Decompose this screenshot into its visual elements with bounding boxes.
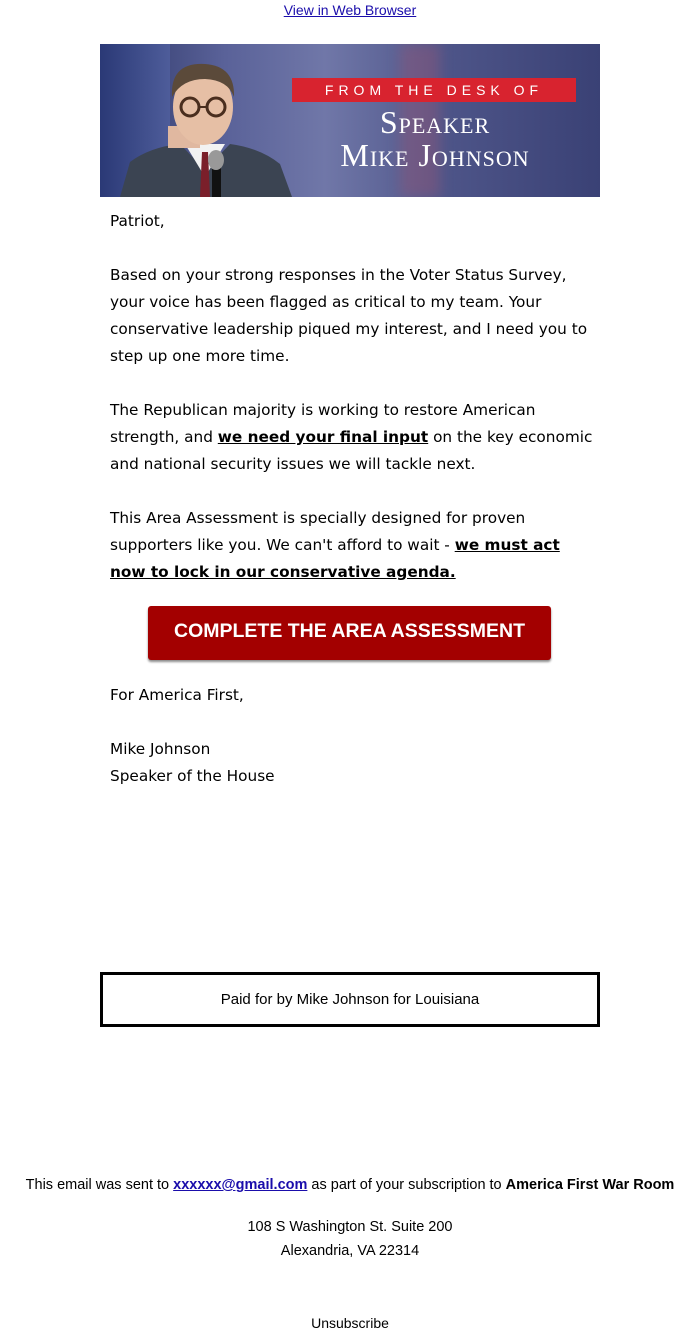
sent-prefix: This email was sent to (25, 1177, 174, 1193)
mailing-address (0, 1215, 700, 1263)
organization-name: America First War Room (505, 1177, 675, 1193)
paragraph-1: Based on your strong responses in the Voter Status Survey, your voice has been flagged as critical to my team. Your conservative leadership piqued my interest, and I need you to step up one more time. (110, 266, 588, 365)
signoff (110, 682, 275, 790)
complete-assessment-button[interactable]: COMPLETE THE AREA ASSESSMENT (148, 606, 551, 660)
paragraph-3-text: This Area Assessment is specially designed for proven supporters like you. We can't afford to wait - (110, 509, 526, 554)
paid-for-disclaimer: Paid for by Mike Johnson for Louisiana (100, 972, 600, 1027)
closing: For America First, (110, 686, 244, 704)
email-body (110, 208, 600, 613)
subscription-notice (0, 1177, 700, 1193)
recipient-email-link[interactable]: xxxxxx@gmail.com (173, 1177, 308, 1193)
speaker-photo (110, 52, 295, 197)
greeting: Patriot, (110, 212, 165, 230)
banner-title-line2: Mike Johnson (340, 137, 530, 173)
paragraph-2-text: The Republican majority is working to restore American strength, and (110, 401, 536, 446)
header-banner (100, 44, 600, 197)
paragraph-2 (110, 397, 600, 478)
act-now-link[interactable]: we must act now to lock in our conservative agenda. (110, 536, 560, 581)
address-line-1: 108 S Washington St. Suite 200 (247, 1219, 453, 1235)
banner-ribbon: FROM THE DESK OF (292, 78, 576, 102)
address-line-2: Alexandria, VA 22314 (280, 1243, 420, 1259)
view-in-browser-link[interactable]: View in Web Browser (283, 2, 417, 18)
sent-middle: as part of your subscription to (307, 1177, 506, 1193)
signer-name: Mike Johnson (110, 740, 211, 758)
paragraph-3 (110, 505, 600, 586)
view-in-browser (0, 2, 700, 18)
paragraph-2-text-end: on the key economic and national security issues we will tackle next. (110, 428, 593, 473)
final-input-link[interactable]: we need your final input (217, 428, 429, 446)
banner-title-line1: Speaker (379, 104, 491, 140)
signer-title: Speaker of the House (110, 767, 275, 785)
unsubscribe-link[interactable]: Unsubscribe (311, 1315, 389, 1331)
